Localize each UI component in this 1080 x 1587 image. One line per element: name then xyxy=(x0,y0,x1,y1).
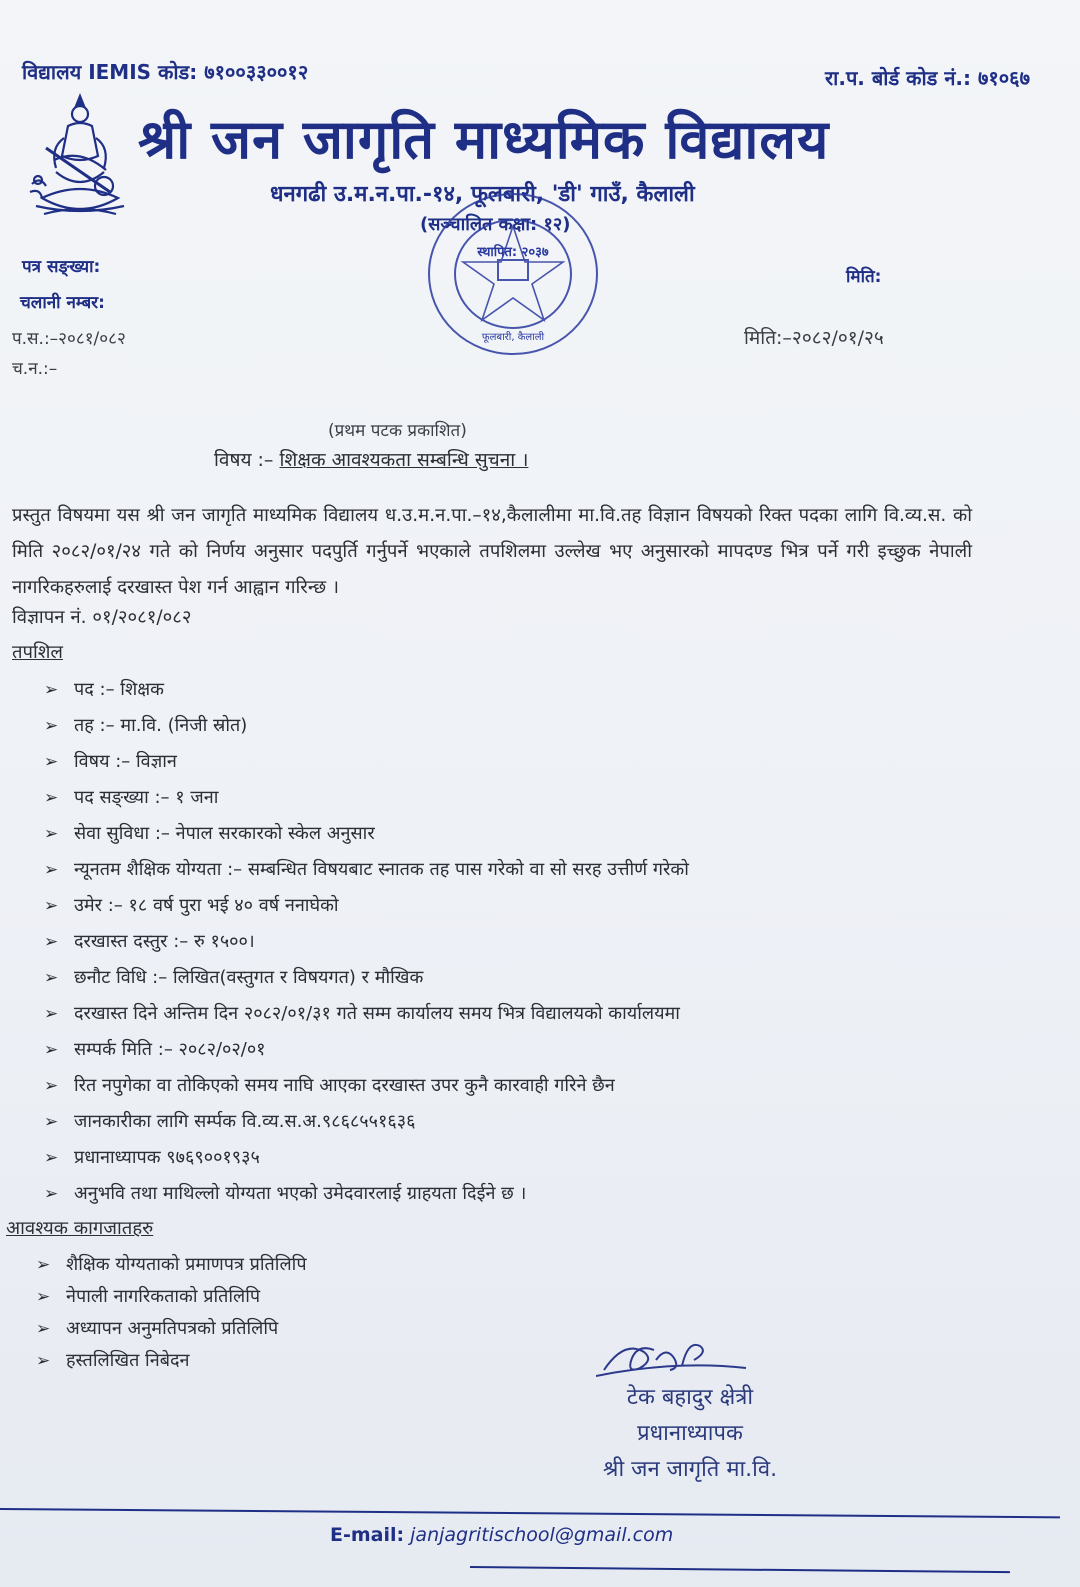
arrow-bullet-icon: ➢ xyxy=(44,968,59,988)
advertisement-number: विज्ञापन नं. ०१/२०८१/०८२ xyxy=(12,607,192,628)
details-title: तपशिल xyxy=(12,642,63,663)
details-list xyxy=(44,672,689,1212)
footer-email xyxy=(330,1524,673,1546)
arrow-bullet-icon: ➢ xyxy=(44,680,59,700)
list-item: ➢ शैक्षिक योग्यताको प्रमाणपत्र प्रतिलिपि xyxy=(36,1249,307,1281)
list-item: ➢ हस्तलिखित निबेदन xyxy=(36,1345,307,1377)
footer-underline xyxy=(470,1566,1010,1573)
arrow-bullet-icon: ➢ xyxy=(36,1319,51,1339)
date-handwritten: मिति:–२०८२/०१/२५ xyxy=(744,327,884,349)
list-item: ➢ दरखास्त दिने अन्तिम दिन २०८२/०१/३१ गते सम्म कार्यालय समय भित्र विद्यालयको कार्यालयमा xyxy=(44,996,689,1032)
arrow-bullet-icon: ➢ xyxy=(44,1040,59,1060)
arrow-bullet-icon: ➢ xyxy=(44,824,59,844)
arrow-bullet-icon: ➢ xyxy=(44,1004,59,1024)
arrow-bullet-icon: ➢ xyxy=(44,1112,59,1132)
subject-label: विषय :– xyxy=(214,449,274,471)
list-item: ➢ सम्पर्क मिति :– २०८२/०२/०१ xyxy=(44,1032,689,1068)
letter-number-label: पत्र सङ्ख्या: xyxy=(22,257,101,277)
school-address: धनगढी उ.म.न.पा.-१४, फूलबारी, 'डी' गाउँ, कैलाली xyxy=(270,182,695,207)
arrow-bullet-icon: ➢ xyxy=(44,932,59,952)
arrow-bullet-icon: ➢ xyxy=(44,1076,59,1096)
notice-subject xyxy=(214,446,528,472)
arrow-bullet-icon: ➢ xyxy=(36,1351,51,1371)
school-seal-stamp-icon xyxy=(424,190,602,358)
arrow-bullet-icon: ➢ xyxy=(36,1287,51,1307)
arrow-bullet-icon: ➢ xyxy=(44,860,59,880)
notice-body: प्रस्तुत विषयमा यस श्री जन जागृति माध्यमिक विद्यालय ध.उ.म.न.पा.–१४,कैलालीमा मा.वि.तह विज्ञान विषयको रिक्त पदका लागि वि.व्य.स. को मिति २०८२/०१/२४ गते को निर्णय अनुसार पदपुर्ति गर्नुपर्ने भएकाले तपशिलमा उल्लेख भए अनुसारको मापदण्ड भित्र पर्ने गरी इच्छुक नेपाली नागरिकहरुलाई दरखास्त पेश गर्न आह्वान गरिन्छ । xyxy=(12,505,972,598)
list-item: ➢ रित नपुगेका वा तोकिएको समय नाघि आएका दरखास्त उपर कुनै कारवाही गरिने छैन xyxy=(44,1068,689,1104)
signatory-school: श्री जन जागृति मा.वि. xyxy=(602,1457,778,1482)
list-item: ➢ दरखास्त दस्तुर :– रु १५००। xyxy=(44,924,689,960)
seal-established: स्थापित: २०३७ xyxy=(477,245,549,260)
arrow-bullet-icon: ➢ xyxy=(36,1255,51,1275)
list-item: ➢ विषय :– विज्ञान xyxy=(44,744,689,780)
footer-divider xyxy=(0,1508,1060,1518)
publication-note: (प्रथम पटक प्रकाशित) xyxy=(328,421,467,441)
school-name: श्री जन जागृति माध्यमिक विद्यालय xyxy=(138,108,830,171)
saraswati-logo-icon xyxy=(24,88,136,228)
list-item: ➢ तह :– मा.वि. (निजी स्रोत) xyxy=(44,708,689,744)
list-item: ➢ न्यूनतम शैक्षिक योग्यता :– सम्बन्धित विषयबाट स्नातक तह पास गरेको वा सो सरह उत्तीर्ण गरेको xyxy=(44,852,689,888)
board-code: रा.प. बोर्ड कोड नं.: ७१०६७ xyxy=(824,66,1030,90)
arrow-bullet-icon: ➢ xyxy=(44,788,59,808)
list-item: ➢ पद :– शिक्षक xyxy=(44,672,689,708)
arrow-bullet-icon: ➢ xyxy=(44,752,59,772)
arrow-bullet-icon: ➢ xyxy=(44,1184,59,1204)
documents-list xyxy=(36,1249,307,1377)
documents-title: आवश्यक कागजातहरु xyxy=(6,1218,154,1239)
list-item: ➢ प्रधानाध्यापक ९७६९००१९३५ xyxy=(44,1140,689,1176)
arrow-bullet-icon: ➢ xyxy=(44,1148,59,1168)
date-label: मिति: xyxy=(846,267,882,287)
letter-number-handwritten: प.स.:–२०८१/०८२ xyxy=(12,329,126,349)
signatory-name: टेक बहादुर क्षेत्री xyxy=(626,1385,754,1410)
email-address[interactable]: janjagritischool@gmail.com xyxy=(410,1524,674,1546)
email-label: E-mail: xyxy=(330,1524,405,1546)
list-item: ➢ सेवा सुविधा :– नेपाल सरकारको स्केल अनुसार xyxy=(44,816,689,852)
signatory-block xyxy=(560,1380,820,1488)
dispatch-number-handwritten: च.न.:– xyxy=(12,359,58,379)
seal-location: फूलबारी, कैलाली xyxy=(481,332,545,343)
list-item: ➢ अनुभवि तथा माथिल्लो योग्यता भएको उमेदवारलाई ग्राहयता दिईने छ । xyxy=(44,1176,689,1212)
list-item: ➢ उमेर :– १८ वर्ष पुरा भई ४० वर्ष ननाघेको xyxy=(44,888,689,924)
arrow-bullet-icon: ➢ xyxy=(44,716,59,736)
list-item: ➢ छनौट विधि :– लिखित(वस्तुगत र विषयगत) र मौखिक xyxy=(44,960,689,996)
list-item: ➢ पद सङ्ख्या :– १ जना xyxy=(44,780,689,816)
iemis-code: विद्यालय IEMIS कोड: ७१००३३००१२ xyxy=(22,60,309,84)
list-item: ➢ अध्यापन अनुमतिपत्रको प्रतिलिपि xyxy=(36,1313,307,1345)
classes-note: (सञ्चालित कक्षा: १२) xyxy=(420,214,571,235)
list-item: ➢ जानकारीका लागि सर्म्पक वि.व्य.स.अ.९८६८५५१६३६ xyxy=(44,1104,689,1140)
dispatch-number-label: चलानी नम्बर: xyxy=(20,293,105,313)
list-item: ➢ नेपाली नागरिकताको प्रतिलिपि xyxy=(36,1281,307,1313)
signatory-title: प्रधानाध्यापक xyxy=(637,1421,743,1446)
subject-text: शिक्षक आवश्यकता सम्बन्धि सुचना । xyxy=(279,449,529,471)
arrow-bullet-icon: ➢ xyxy=(44,896,59,916)
